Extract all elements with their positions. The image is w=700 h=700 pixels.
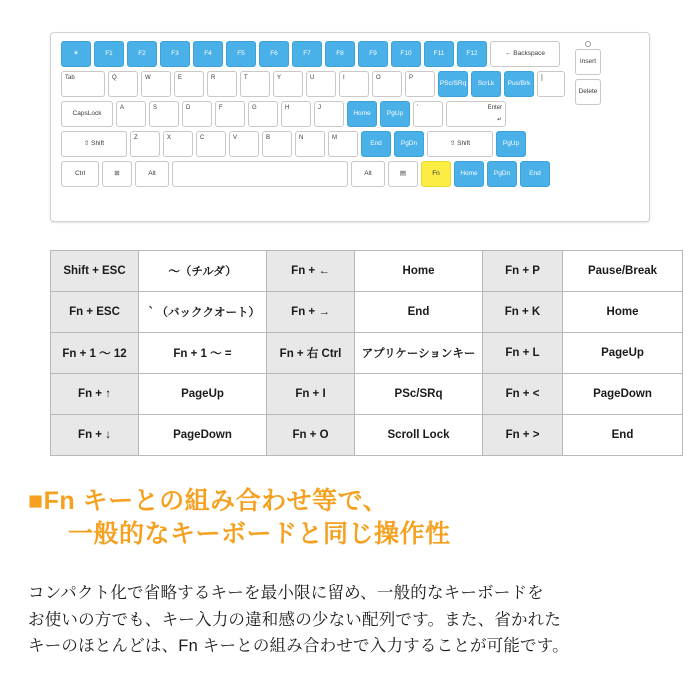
table-cell: Fn + I — [267, 374, 355, 415]
table-cell: Fn + ↑ — [51, 374, 139, 415]
key-label: Enter — [487, 105, 502, 111]
table-cell: Fn + K — [483, 292, 563, 333]
key-label: F4 — [204, 49, 212, 57]
table-cell: Fn + < — [483, 374, 563, 415]
key-label: ⇧ Shift — [449, 139, 471, 147]
key-label: PgDn — [400, 139, 418, 147]
key-g[interactable] — [248, 101, 278, 127]
key-label: G — [252, 105, 257, 111]
key-label: F5 — [237, 49, 245, 57]
key-label: C — [200, 135, 205, 141]
key-label: PgUp — [386, 109, 404, 117]
key-label: J — [318, 105, 321, 111]
key-pgdn[interactable] — [394, 131, 424, 157]
table-cell: PageUp — [563, 333, 683, 374]
body-line-2: お使いの方でも、キー入力の違和感の少ない配列です。また、省かれた — [28, 610, 562, 629]
key-f8[interactable] — [325, 41, 355, 67]
key-label: M — [332, 135, 337, 141]
table-row — [51, 374, 683, 415]
key-f11[interactable] — [424, 41, 454, 67]
keyboard-right-column — [575, 41, 601, 187]
key-label: ← Backspace — [504, 49, 546, 57]
key-label: O — [376, 75, 381, 81]
key-home[interactable] — [454, 161, 484, 187]
key-j[interactable] — [314, 101, 344, 127]
key-shift[interactable] — [427, 131, 493, 157]
key-enter[interactable] — [446, 101, 506, 127]
table-cell: Fn + ESC — [51, 292, 139, 333]
keyboard-row — [61, 131, 568, 157]
key-o[interactable] — [372, 71, 402, 97]
key-v[interactable] — [229, 131, 259, 157]
key-label: V — [233, 135, 238, 141]
body-line-3: キーのほとんどは、Fn キーとの組み合わせで入力することが可能です。 — [28, 637, 569, 656]
table-cell: Fn + ↓ — [51, 415, 139, 456]
key-label: F2 — [138, 49, 146, 57]
key-label: B — [266, 135, 271, 141]
keyboard-row — [61, 41, 568, 67]
table-cell: Home — [355, 251, 483, 292]
key-label: Pus/Brk — [507, 79, 531, 87]
key-z[interactable] — [130, 131, 160, 157]
body-line-1: コンパクト化で省略するキーを最小限に留め、一般的なキーボードを — [28, 584, 544, 602]
body-copy — [28, 580, 678, 660]
table-cell: PSc/SRq — [355, 374, 483, 415]
key-label: F3 — [171, 49, 179, 57]
key-f5[interactable] — [226, 41, 256, 67]
key-label: PgDn — [493, 169, 511, 177]
key-label: Z — [134, 135, 138, 141]
table-cell: Home — [563, 292, 683, 333]
key-label: H — [285, 105, 290, 111]
key-w[interactable] — [141, 71, 171, 97]
key-end[interactable] — [361, 131, 391, 157]
section-headline — [28, 485, 688, 551]
key-capslock[interactable] — [61, 101, 113, 127]
key-label: F1 — [105, 49, 113, 57]
key-label: ' — [417, 105, 419, 111]
table-cell: PageDown — [563, 374, 683, 415]
table-cell: Fn + L — [483, 333, 563, 374]
key-label: F10 — [400, 49, 412, 57]
key-label: Alt — [148, 169, 156, 177]
key-f1[interactable] — [94, 41, 124, 67]
key-blank[interactable] — [172, 161, 348, 187]
table-cell: Fn + P — [483, 251, 563, 292]
key-i[interactable] — [339, 71, 369, 97]
key-label: F6 — [270, 49, 278, 57]
key-u[interactable] — [306, 71, 336, 97]
table-cell: PageUp — [139, 374, 267, 415]
key-b[interactable] — [262, 131, 292, 157]
key-f7[interactable] — [292, 41, 322, 67]
table-row — [51, 333, 683, 374]
key-blank[interactable] — [413, 101, 443, 127]
key-shift[interactable] — [61, 131, 127, 157]
key-y[interactable] — [273, 71, 303, 97]
key-label: Y — [277, 75, 282, 81]
table-cell: ｀（バッククオート） — [139, 292, 267, 333]
key-label: X — [167, 135, 172, 141]
table-cell: PageDown — [139, 415, 267, 456]
key-label: F9 — [369, 49, 377, 57]
key-label: F7 — [303, 49, 311, 57]
key-pus-brk[interactable] — [504, 71, 534, 97]
key-sublabel: ↵ — [496, 117, 502, 123]
key-psc-srq[interactable] — [438, 71, 468, 97]
key-x[interactable] — [163, 131, 193, 157]
table-row — [51, 292, 683, 333]
keyboard-key-rows — [61, 41, 568, 187]
key-label: Tab — [65, 75, 75, 81]
key-n[interactable] — [295, 131, 325, 157]
keyboard-main — [61, 41, 639, 187]
key-f4[interactable] — [193, 41, 223, 67]
table-cell: Fn + 1 〜 12 — [51, 333, 139, 374]
key-fn[interactable] — [421, 161, 451, 187]
key-home[interactable] — [347, 101, 377, 127]
key-label: W — [145, 75, 151, 81]
key-r[interactable] — [207, 71, 237, 97]
key-h[interactable] — [281, 101, 311, 127]
key-blank[interactable] — [388, 161, 418, 187]
table-cell: Fn + 1 〜 = — [139, 333, 267, 374]
table-cell: Pause/Break — [563, 251, 683, 292]
key-c[interactable] — [196, 131, 226, 157]
key-t[interactable] — [240, 71, 270, 97]
key-f9[interactable] — [358, 41, 388, 67]
key-label: ScrLk — [477, 79, 495, 87]
table-cell: Fn + > — [483, 415, 563, 456]
table-cell: End — [563, 415, 683, 456]
key-pgup[interactable] — [380, 101, 410, 127]
key-ctrl[interactable] — [61, 161, 99, 187]
key-label: ] — [541, 75, 543, 81]
key-label: Q — [112, 75, 117, 81]
key-label: ⇧ Shift — [83, 139, 105, 147]
key-f3[interactable] — [160, 41, 190, 67]
key-label: A — [120, 105, 125, 111]
key-s[interactable] — [149, 101, 179, 127]
headline-line-2: 一般的なキーボードと同じ操作性 — [68, 520, 451, 548]
table-cell: Fn + → — [267, 292, 355, 333]
key-label: PgUp — [502, 139, 520, 147]
key-label: Insert — [579, 57, 597, 65]
key-label: F11 — [433, 49, 445, 57]
key-blank[interactable] — [102, 161, 132, 187]
key-d[interactable] — [182, 101, 212, 127]
key-label: U — [310, 75, 315, 81]
key-label: Delete — [578, 87, 598, 95]
key-alt[interactable] — [351, 161, 385, 187]
table-cell: End — [355, 292, 483, 333]
key-f12[interactable] — [457, 41, 487, 67]
table-cell: Scroll Lock — [355, 415, 483, 456]
key-tab[interactable] — [61, 71, 105, 97]
table-cell: Fn + ← — [267, 251, 355, 292]
key-label: End — [529, 169, 541, 177]
key-label: S — [153, 105, 158, 111]
shortcut-table — [50, 250, 683, 456]
shortcut-table-body — [51, 251, 683, 456]
key-pgdn[interactable] — [487, 161, 517, 187]
key-label: E — [178, 75, 183, 81]
key-label: I — [343, 75, 345, 81]
key-blank[interactable] — [61, 41, 91, 67]
headline-line-1: ■Fn キーとの組み合わせ等で、 — [28, 487, 389, 515]
key-delete[interactable] — [575, 79, 601, 105]
key-insert[interactable] — [575, 49, 601, 75]
key-label: End — [370, 139, 382, 147]
key-e[interactable] — [174, 71, 204, 97]
table-row — [51, 251, 683, 292]
keyboard-row — [61, 101, 568, 127]
key-a[interactable] — [116, 101, 146, 127]
table-cell: アプリケーションキー — [355, 333, 483, 374]
key-end[interactable] — [520, 161, 550, 187]
key-label: D — [186, 105, 191, 111]
key-label: PSc/SRq — [439, 79, 467, 87]
table-cell: Fn + 右 Ctrl — [267, 333, 355, 374]
table-cell: ～（チルダ） — [139, 251, 267, 292]
led-indicator-icon — [585, 41, 591, 47]
key-blank[interactable] — [537, 71, 565, 97]
key-alt[interactable] — [135, 161, 169, 187]
key-label: Home — [460, 169, 478, 177]
key-scrlk[interactable] — [471, 71, 501, 97]
key-label: F8 — [336, 49, 344, 57]
key-m[interactable] — [328, 131, 358, 157]
key-pgup[interactable] — [496, 131, 526, 157]
key-f6[interactable] — [259, 41, 289, 67]
key-q[interactable] — [108, 71, 138, 97]
key-label: F12 — [466, 49, 478, 57]
key-label: ⊞ — [114, 169, 120, 177]
key-f10[interactable] — [391, 41, 421, 67]
key-label: F — [219, 105, 223, 111]
key-label: CapsLock — [72, 109, 102, 117]
keyboard-row — [61, 161, 568, 187]
table-cell: Fn + O — [267, 415, 355, 456]
key-label: Alt — [364, 169, 372, 177]
key-p[interactable] — [405, 71, 435, 97]
key-label: Home — [353, 109, 371, 117]
key-backspace[interactable] — [490, 41, 560, 67]
key-label: T — [244, 75, 248, 81]
key-label: ▤ — [399, 169, 407, 177]
key-label: P — [409, 75, 414, 81]
key-label: Fn — [432, 169, 440, 177]
key-label: Ctrl — [74, 169, 86, 177]
key-f2[interactable] — [127, 41, 157, 67]
key-f[interactable] — [215, 101, 245, 127]
keyboard-row — [61, 71, 568, 97]
table-row — [51, 415, 683, 456]
table-cell: Shift + ESC — [51, 251, 139, 292]
key-label: ✶ — [73, 49, 79, 57]
key-label: N — [299, 135, 304, 141]
keyboard-diagram — [50, 32, 650, 222]
key-label: R — [211, 75, 216, 81]
